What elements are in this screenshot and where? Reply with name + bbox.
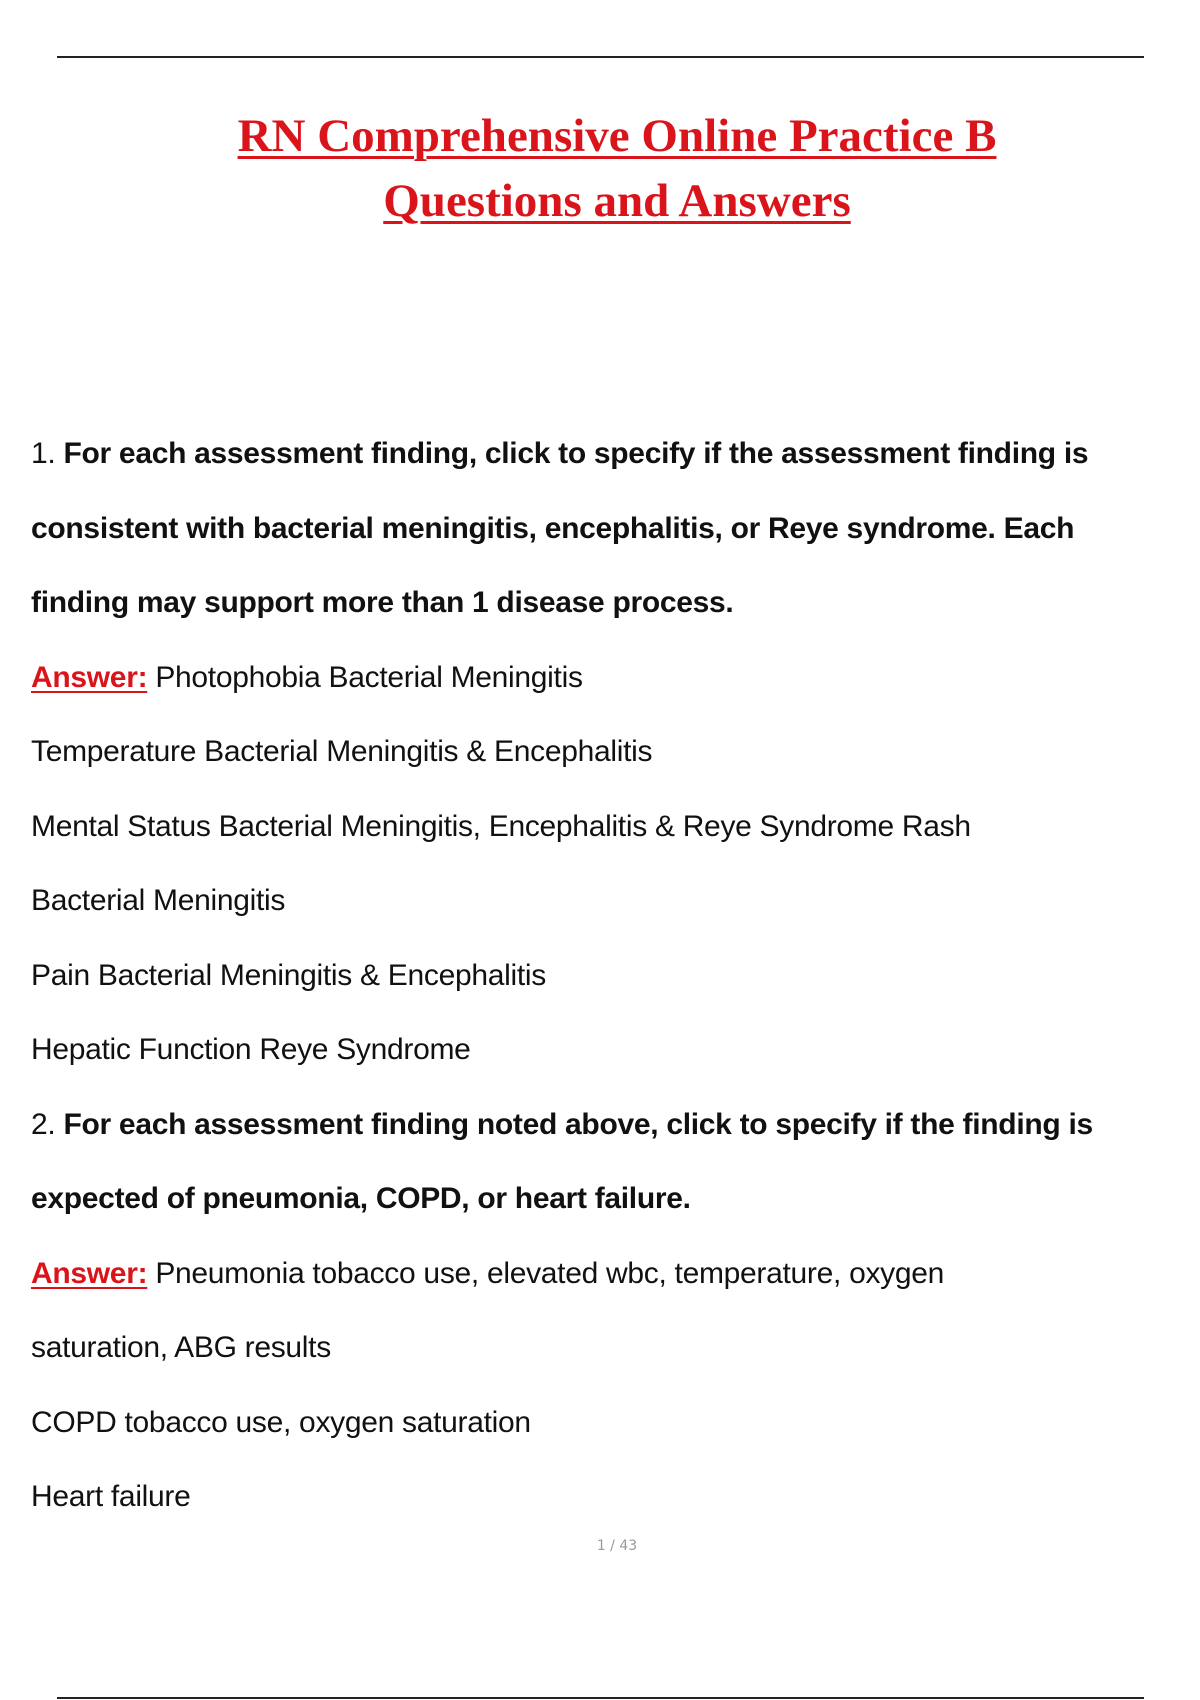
document-body — [31, 417, 1181, 1535]
question-2-line-2: expected of pneumonia, COPD, or heart failure. — [31, 1182, 691, 1215]
answer-2-line-2: saturation, ABG results — [31, 1331, 331, 1364]
bottom-divider — [57, 1697, 1144, 1699]
document-title — [0, 104, 1200, 234]
question-1-line-2: consistent with bacterial meningitis, encephalitis, or Reye syndrome. Each — [31, 511, 1075, 545]
question-1-number: 1. — [31, 437, 56, 470]
title-line-1: RN Comprehensive Online Practice B — [237, 110, 997, 162]
answer-1-line-6: Hepatic Function Reye Syndrome — [31, 1033, 471, 1066]
question-1-line-3: finding may support more than 1 disease process. — [31, 586, 734, 619]
answer-2-line-3: COPD tobacco use, oxygen saturation — [31, 1405, 531, 1439]
question-2-line-1 — [31, 1088, 1181, 1163]
answer-1-line-3: Mental Status Bacterial Meningitis, Encephalitis & Reye Syndrome Rash — [31, 809, 971, 843]
answer-1-label: Answer: — [31, 660, 148, 694]
answer-1-line-4: Bacterial Meningitis — [31, 884, 286, 917]
question-1-text: For each assessment finding, click to specify if the assessment finding is — [63, 437, 1089, 470]
answer-1-text: Photophobia Bacterial Meningitis — [155, 660, 583, 694]
question-1-line-1 — [31, 417, 1181, 492]
answer-1-line-5: Pain Bacterial Meningitis & Encephalitis — [31, 958, 546, 992]
answer-2-line-1 — [31, 1237, 1181, 1312]
answer-2-line-4: Heart failure — [31, 1480, 191, 1513]
question-2-text: For each assessment finding noted above, click to specify if the finding is — [63, 1107, 1093, 1141]
top-divider — [57, 56, 1144, 58]
answer-1-line-1 — [31, 641, 1181, 716]
answer-1-line-2: Temperature Bacterial Meningitis & Encephalitis — [31, 735, 653, 768]
answer-2-label: Answer: — [31, 1256, 148, 1290]
question-2-number: 2. — [31, 1107, 56, 1141]
page-indicator: 1 / 43 — [596, 1538, 638, 1554]
title-line-2: Questions and Answers — [383, 175, 851, 227]
answer-2-text: Pneumonia tobacco use, elevated wbc, temperature, oxygen — [155, 1256, 945, 1290]
